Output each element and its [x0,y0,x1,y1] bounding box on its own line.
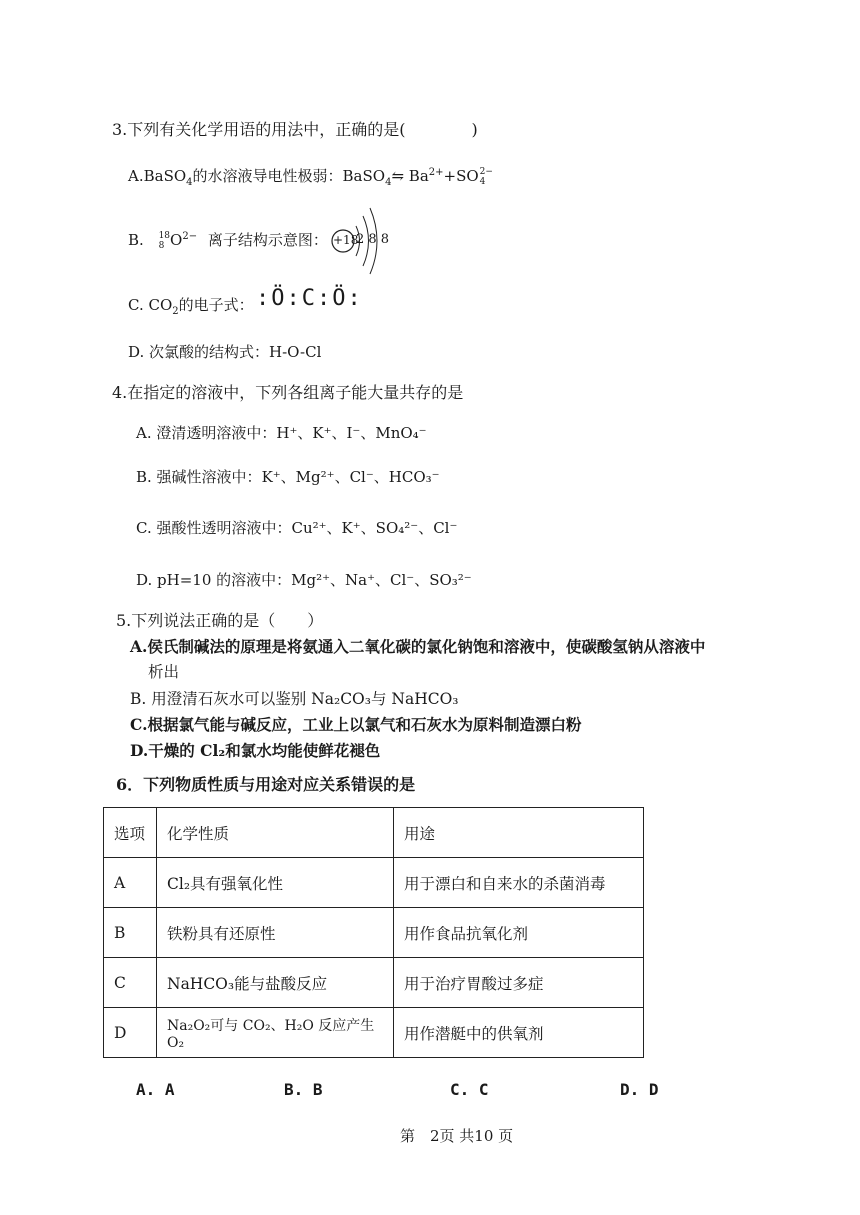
table-row [104,1008,644,1058]
q6-choice-d[interactable]: D. D [620,1080,659,1099]
table-row [104,908,644,958]
header-property: 化学性质 [157,808,394,858]
q3-option-b: B. 18 8 $O^{2-}$ 离子结构示意图： [128,231,328,251]
header-use: 用途 [394,808,644,858]
row-property: NaHCO₃能与盐酸反应 [157,958,394,1008]
row-use: 用于治疗胃酸过多症 [394,958,644,1008]
row-property: Cl₂具有强氧化性 [157,858,394,908]
row-property: Na₂O₂可与 CO₂、H₂O 反应产生 O₂ [157,1008,394,1058]
q3-option-d: D. 次氯酸的结构式：H-O-Cl [128,343,322,361]
row-option: B [104,908,157,958]
q5-option-c: C.根据氯气能与碱反应，工业上以氯气和石灰水为原料制造漂白粉 [130,715,582,734]
q5-option-d: D.干燥的 Cl₂和氯水均能使鲜花褪色 [130,741,381,760]
q3-stem: 3.下列有关化学用语的用法中，正确的是( ) [112,120,478,139]
q5-stem: 5.下列说法正确的是（ ） [116,611,324,630]
q4-stem: 4.在指定的溶液中，下列各组离子能大量共存的是 [112,383,464,402]
q6-table [103,807,644,1058]
q4-option-a: A. 澄清透明溶液中：H⁺、K⁺、I⁻、MnO₄⁻ [136,424,427,442]
header-option: 选项 [104,808,157,858]
row-use: 用作食品抗氧化剂 [394,908,644,958]
shell-electrons: 2 8 8 [356,232,390,247]
q5-option-b: B. 用澄清石灰水可以鉴别 Na₂CO₃与 NaHCO₃ [130,690,459,708]
row-use: 用作潜艇中的供氧剂 [394,1008,644,1058]
row-option: C [104,958,157,1008]
q5-option-a-line2: 析出 [148,663,180,681]
table-row [104,858,644,908]
nucleus-label: +18 [333,233,359,247]
q6-choice-b[interactable]: B. B [284,1080,323,1099]
q4-option-b: B. 强碱性溶液中：K⁺、Mg²⁺、Cl⁻、HCO₃⁻ [136,468,440,486]
q5-option-a-line1: A.侯氏制碱法的原理是将氨通入二氧化碳的氯化钠饱和溶液中，使碳酸氢钠从溶液中 [130,637,706,656]
row-option: A [104,858,157,908]
q6-choice-c[interactable]: C. C [450,1080,489,1099]
q6-stem: 6．下列物质性质与用途对应关系错误的是 [116,775,416,794]
row-option: D [104,1008,157,1058]
row-use: 用于漂白和自来水的杀菌消毒 [394,858,644,908]
co2-lewis-structure: :Ö:C:Ö: [256,286,363,311]
q4-option-d: D. pH=10 的溶液中：Mg²⁺、Na⁺、Cl⁻、SO₃²⁻ [136,571,472,589]
q6-choice-a[interactable]: A. A [136,1080,175,1099]
ion-structure-diagram [330,206,390,280]
q4-option-c: C. 强酸性透明溶液中：Cu²⁺、K⁺、SO₄²⁻、Cl⁻ [136,519,458,537]
table-row [104,958,644,1008]
q3-option-a: A.BaSO$_4$的水溶液导电性极弱：BaSO$_4$⇋ $Ba^{2+}+SO$ 2− 4 [128,167,493,188]
table-header-row [104,808,644,858]
q3-option-c: C. $CO_2$的电子式： [128,296,254,317]
page-number: 第 2页 共10 页 [400,1127,514,1145]
row-property: 铁粉具有还原性 [157,908,394,958]
